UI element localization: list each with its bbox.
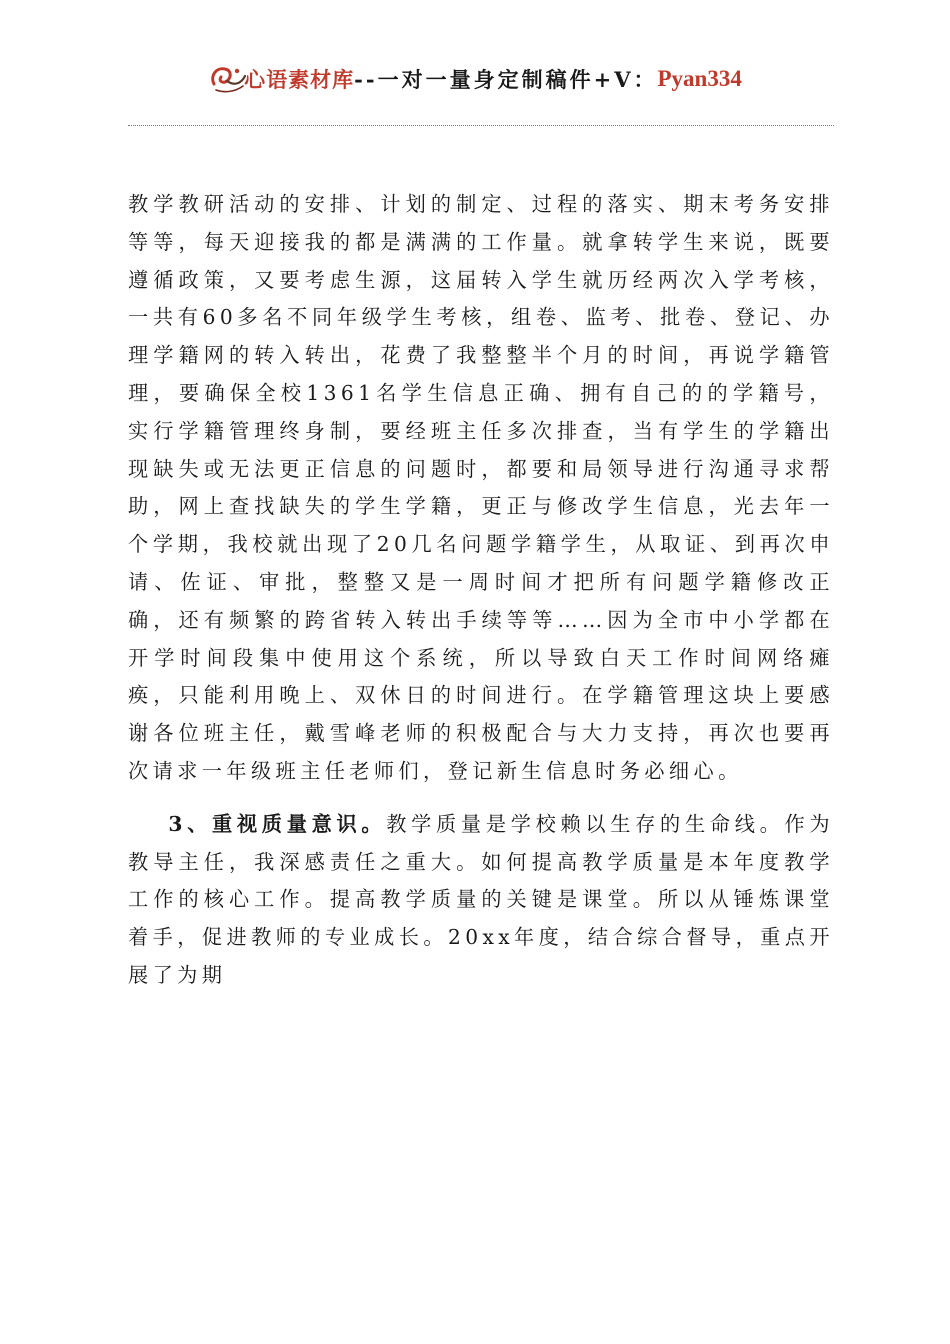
brand-name: 心语素材库 <box>244 68 355 92</box>
section-paragraph <box>128 806 834 995</box>
header-separator: -- <box>354 66 378 92</box>
body-paragraph: 教学教研活动的安排、计划的制定、过程的落实、期末考务安排等等，每天迎接我的都是满满的工作量。就拿转学生来说，既要遵循政策，又要考虑生源，这届转入学生就历经两次入学考核，一共有60多名不同年级学生考核，组卷、监考、批卷、登记、办理学籍网的转入转出，花费了我整整半个月的时间，再说学籍管理，要确保全校1361名学生信息正确、拥有自己的的学籍号，实行学籍管理终身制，要经班主任多次排查，当有学生的学籍出现缺失或无法更正信息的问题时，都要和局领导进行沟通寻求帮助，网上查找缺失的学生学籍，更正与修改学生信息，光去年一个学期，我校就出现了20几名问题学籍学生，从取证、到再次申请、佐证、审批，整整又是一周时间才把所有问题学籍修改正确，还有频繁的跨省转入转出手续等等……因为全市中小学都在开学时间段集中使用这个系统，所以导致白天工作时间网络瘫痪，只能利用晚上、双休日的时间进行。在学籍管理这块上要感谢各位班主任，戴雪峰老师的积极配合与大力支持，再次也要再次请求一年级班主任老师们，登记新生信息时务必细心。 <box>128 192 834 783</box>
section-text: 教学质量是学校赖以生存的生命线。作为教导主任，我深感责任之重大。如何提高教学质量是本年度教学工作的核心工作。提高教学质量的关键是课堂。所以从锤炼课堂着手，促进教师的专业成长。20xx年度，结合综合督导，重点开展了为期 <box>128 811 834 987</box>
header-slogan: 一对一量身定制稿件 <box>377 67 594 92</box>
header-divider <box>128 125 834 126</box>
header-banner <box>208 62 742 96</box>
contact-label: +V： <box>593 67 658 92</box>
page-header <box>0 62 950 102</box>
document-body <box>128 186 834 995</box>
section-heading: 3、重视质量意识。 <box>168 811 387 836</box>
calligraphy-heart-icon <box>208 62 248 96</box>
contact-id: Pyan334 <box>657 66 742 91</box>
